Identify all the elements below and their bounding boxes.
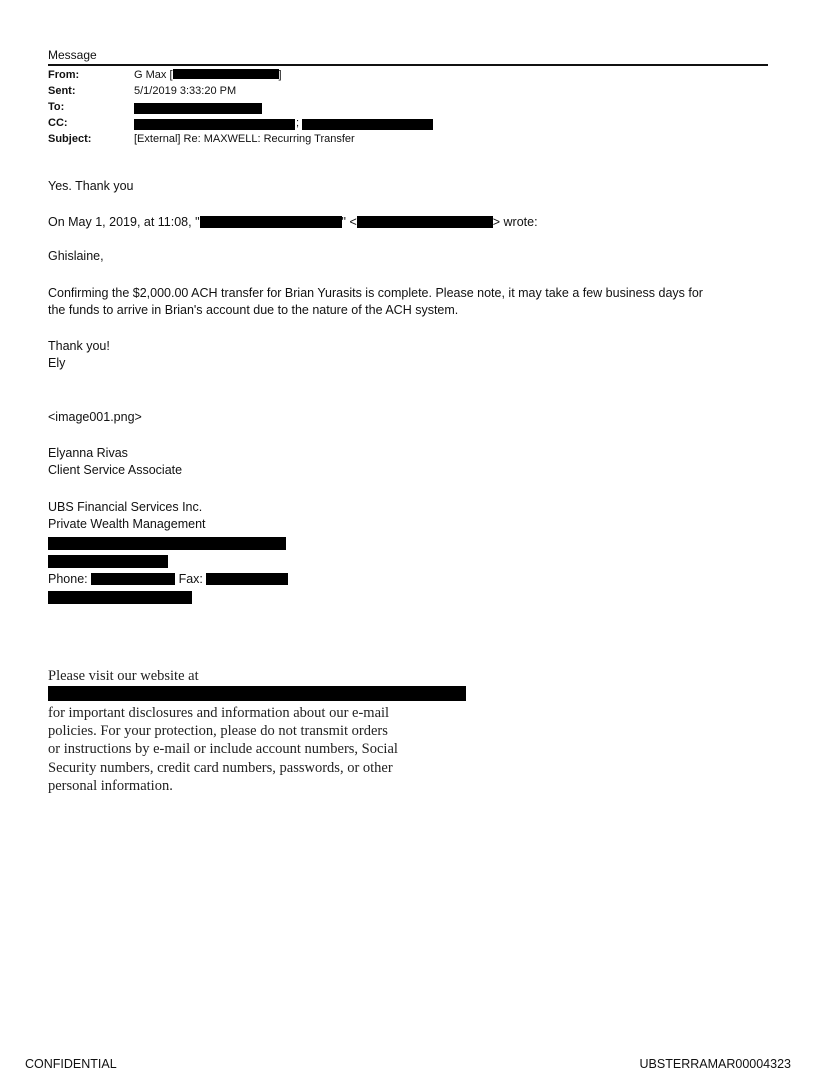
fax-label: Fax: [178,572,203,586]
disclaimer-line-4: or instructions by e-mail or include account numbers, Social [48,741,398,757]
thanks-line: Thank you! [48,339,110,353]
body-paragraph-line-2: the funds to arrive in Brian's account due to the nature of the ACH system. [48,303,459,317]
redaction-website-url [48,686,466,701]
bates-number: UBSTERRAMAR00004323 [639,1057,791,1071]
quote-header [48,214,538,231]
subject-label: Subject: [48,133,92,145]
greeting: Ghislaine, [48,249,104,263]
disclaimer-line-2: for important disclosures and information about our e-mail [48,705,390,721]
phone-label: Phone: [48,572,88,586]
sent-value: 5/1/2019 3:33:20 PM [134,85,237,97]
subject-value: [External] Re: MAXWELL: Recurring Transfer [134,133,355,145]
signature-name: Elyanna Rivas [48,446,128,460]
disclaimer-line-1: Please visit our website at [48,668,199,684]
from-value [134,69,282,81]
redaction-cc-email-2 [302,119,433,130]
sent-label: Sent: [48,85,76,97]
redaction-phone [91,573,175,585]
quote-prefix: On May 1, 2019, at 11:08, " [48,215,200,229]
quote-mid: " < [341,215,357,229]
from-close-bracket: ] [278,69,282,81]
from-name: G Max [ [134,69,173,81]
signature-division: Private Wealth Management [48,517,206,531]
disclaimer-line-6: personal information. [48,778,173,794]
cc-separator: ; [296,117,300,129]
image-placeholder: <image001.png> [48,410,142,424]
signature-title: Client Service Associate [48,463,183,477]
redaction-from-email [173,69,279,79]
from-label: From: [48,69,80,81]
redaction-address-line-2 [48,555,168,568]
header-divider [48,64,768,66]
reply-text: Yes. Thank you [48,179,134,193]
quote-suffix: > wrote: [492,215,538,229]
redaction-quote-email [357,216,493,228]
cc-label: CC: [48,117,68,129]
disclaimer-line-5: Security numbers, credit card numbers, passwords, or other [48,760,393,776]
confidential-footer: CONFIDENTIAL [25,1057,117,1071]
signature-company: UBS Financial Services Inc. [48,500,203,514]
message-label: Message [48,48,97,62]
disclaimer-line-3: policies. For your protection, please do not transmit orders [48,723,388,739]
redaction-cc-email-1 [134,119,295,130]
redaction-fax [206,573,288,585]
redaction-quote-name [200,216,342,228]
to-label: To: [48,101,65,113]
body-paragraph-line-1: Confirming the $2,000.00 ACH transfer for Brian Yurasits is complete. Please note, it may take a few business days for [48,286,703,300]
redaction-to-email [134,103,262,114]
short-signature: Ely [48,356,66,370]
phone-fax-line [48,571,288,588]
redaction-address-line-1 [48,537,286,550]
redaction-email [48,591,192,604]
